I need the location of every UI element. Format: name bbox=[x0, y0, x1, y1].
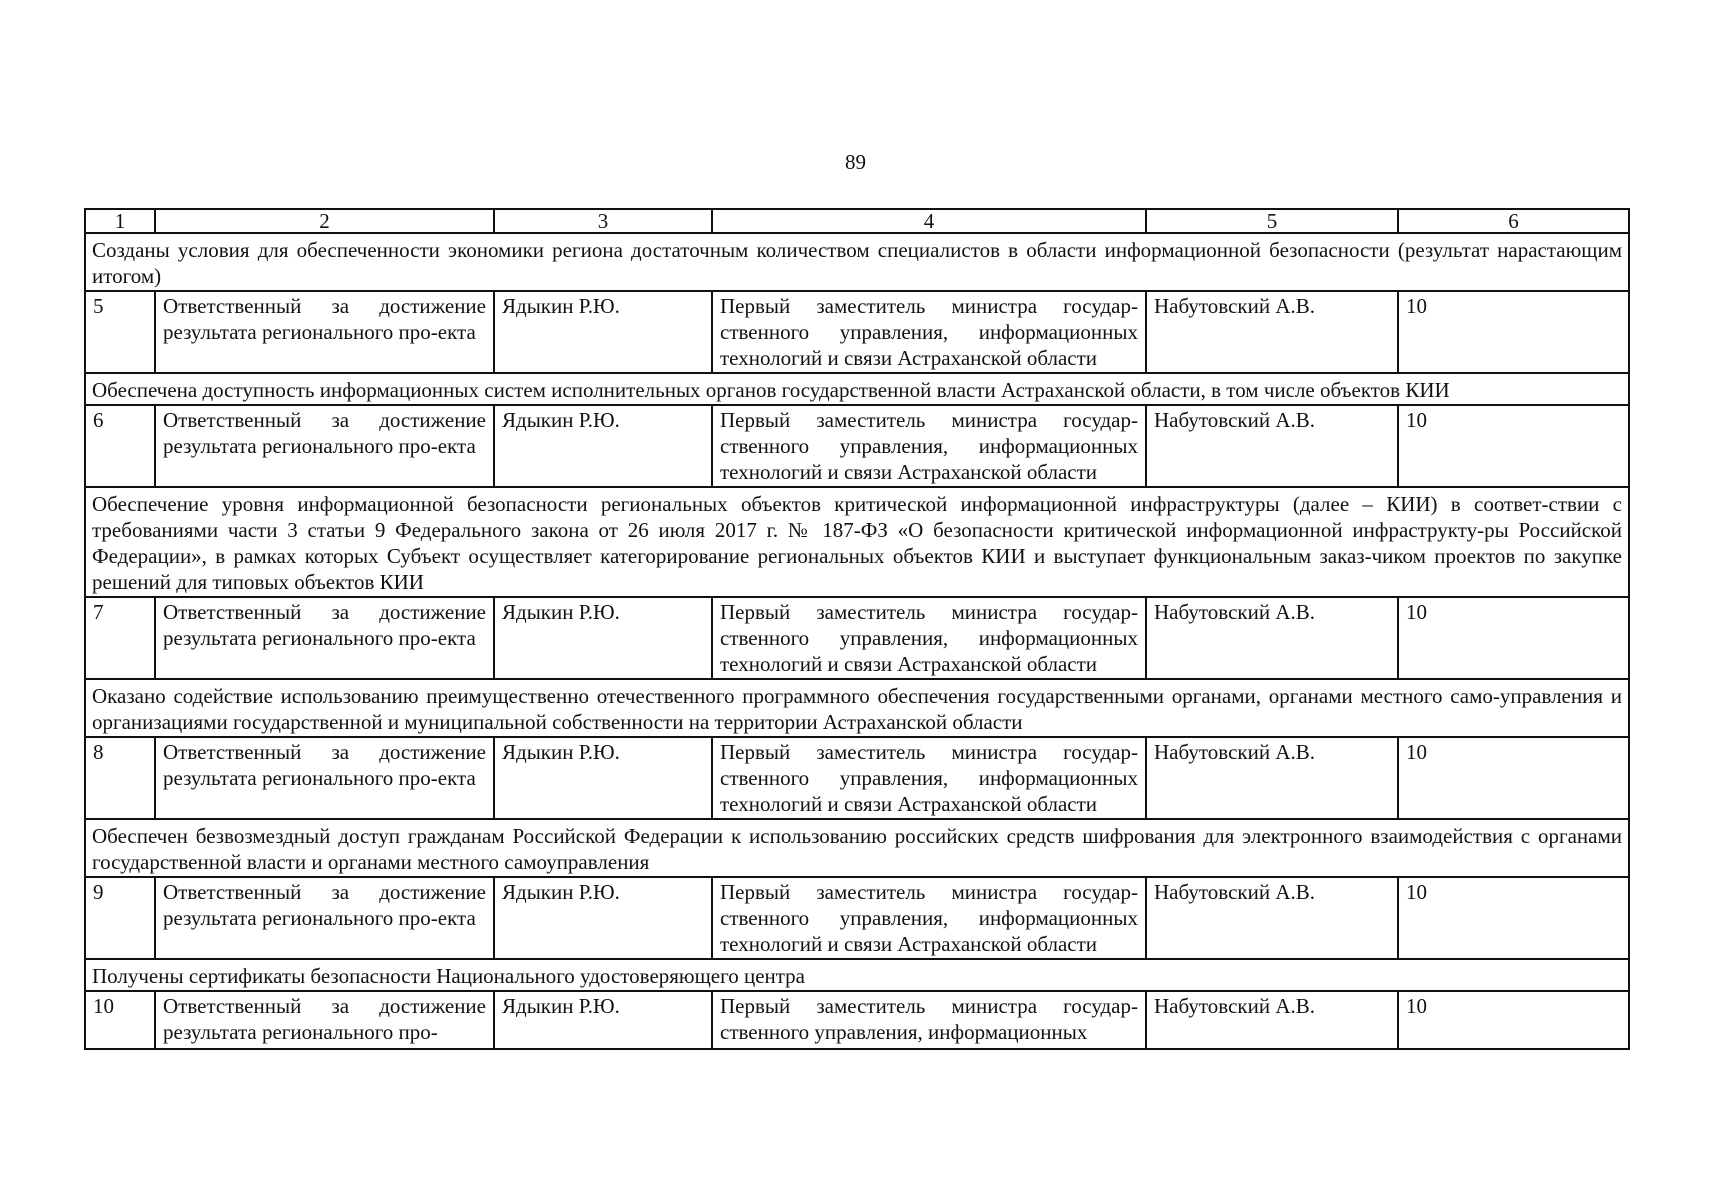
section-title: Оказано содействие использованию преимущественно отечественного программного обеспечения государственными органами, органами местного само-управления и организациями государственной и муниципальной собственности на территории Астраханской области bbox=[85, 679, 1629, 737]
row-number: 9 bbox=[85, 877, 155, 959]
section-row bbox=[85, 233, 1629, 291]
load-cell: 10 bbox=[1398, 737, 1629, 819]
section-row bbox=[85, 959, 1629, 991]
column-number: 5 bbox=[1146, 209, 1398, 233]
column-number: 3 bbox=[494, 209, 712, 233]
section-row bbox=[85, 373, 1629, 405]
role-text: Ответственный за достижение результата регионального про- bbox=[163, 994, 486, 1044]
load-cell: 10 bbox=[1398, 597, 1629, 679]
section-title: Обеспечен безвозмездный доступ гражданам Российской Федерации к использованию российских средств шифрования для электронного взаимодействия с органами государственной власти и органами местного самоуправления bbox=[85, 819, 1629, 877]
person-cell: Ядыкин Р.Ю. bbox=[494, 597, 712, 679]
table-row bbox=[85, 597, 1629, 679]
person-cell: Ядыкин Р.Ю. bbox=[494, 877, 712, 959]
row-number: 8 bbox=[85, 737, 155, 819]
column-number: 1 bbox=[85, 209, 155, 233]
load-cell: 10 bbox=[1398, 405, 1629, 487]
load-cell: 10 bbox=[1398, 991, 1629, 1049]
section-title: Созданы условия для обеспеченности экономики региона достаточным количеством специалистов в области информационной безопасности (результат нарастающим итогом) bbox=[85, 233, 1629, 291]
table-row bbox=[85, 405, 1629, 487]
section-title: Обеспечение уровня информационной безопасности региональных объектов критической информационной инфраструктуры (далее – КИИ) в соответ-ствии с требованиями части 3 статьи 9 Федерального закона от 26 июля 2017 г. № 187-ФЗ «О безопасности критической информационной инфраструкту-ры Российской Федерации», в рамках которых Субъект осуществляет категорирование региональных объектов КИИ и выступает функциональным заказ-чиком проектов по закупке решений для типовых объектов КИИ bbox=[85, 487, 1629, 597]
role-cell: Ответственный за достижение результата регионального про-екта bbox=[155, 737, 494, 819]
table-row bbox=[85, 291, 1629, 373]
person-cell: Ядыкин Р.Ю. bbox=[494, 291, 712, 373]
role-cell bbox=[155, 991, 494, 1049]
section-row bbox=[85, 487, 1629, 597]
supervisor-cell: Набутовский А.В. bbox=[1146, 991, 1398, 1049]
position-cell: Первый заместитель министра государ-ственного управления, информационных технологий и связи Астраханской области bbox=[712, 737, 1146, 819]
position-cell: Первый заместитель министра государ-ственного управления, информационных технологий и связи Астраханской области bbox=[712, 291, 1146, 373]
supervisor-cell: Набутовский А.В. bbox=[1146, 737, 1398, 819]
row-number: 10 bbox=[85, 991, 155, 1049]
section-title: Обеспечена доступность информационных систем исполнительных органов государственной власти Астраханской области, в том числе объектов КИИ bbox=[85, 373, 1629, 405]
page-number: 89 bbox=[845, 150, 866, 174]
row-number: 6 bbox=[85, 405, 155, 487]
row-number: 7 bbox=[85, 597, 155, 679]
table-row bbox=[85, 877, 1629, 959]
person-cell: Ядыкин Р.Ю. bbox=[494, 991, 712, 1049]
position-text: Первый заместитель министра государ-ственного управления, информационных bbox=[720, 994, 1138, 1044]
section-row bbox=[85, 679, 1629, 737]
column-number: 4 bbox=[712, 209, 1146, 233]
table-row bbox=[85, 737, 1629, 819]
load-cell: 10 bbox=[1398, 877, 1629, 959]
person-cell: Ядыкин Р.Ю. bbox=[494, 405, 712, 487]
table-row bbox=[85, 991, 1629, 1049]
section-row bbox=[85, 819, 1629, 877]
row-number: 5 bbox=[85, 291, 155, 373]
supervisor-cell: Набутовский А.В. bbox=[1146, 597, 1398, 679]
section-title: Получены сертификаты безопасности Национального удостоверяющего центра bbox=[85, 959, 1629, 991]
column-number-row bbox=[85, 209, 1629, 233]
supervisor-cell: Набутовский А.В. bbox=[1146, 877, 1398, 959]
role-cell: Ответственный за достижение результата регионального про-екта bbox=[155, 405, 494, 487]
person-cell: Ядыкин Р.Ю. bbox=[494, 737, 712, 819]
position-cell bbox=[712, 991, 1146, 1049]
column-number: 6 bbox=[1398, 209, 1629, 233]
role-cell: Ответственный за достижение результата регионального про-екта bbox=[155, 597, 494, 679]
load-cell: 10 bbox=[1398, 291, 1629, 373]
column-number: 2 bbox=[155, 209, 494, 233]
supervisor-cell: Набутовский А.В. bbox=[1146, 291, 1398, 373]
position-cell: Первый заместитель министра государ-ственного управления, информационных технологий и связи Астраханской области bbox=[712, 877, 1146, 959]
responsibility-table bbox=[84, 208, 1630, 1050]
supervisor-cell: Набутовский А.В. bbox=[1146, 405, 1398, 487]
position-cell: Первый заместитель министра государ-ственного управления, информационных технологий и связи Астраханской области bbox=[712, 405, 1146, 487]
role-cell: Ответственный за достижение результата регионального про-екта bbox=[155, 291, 494, 373]
position-cell: Первый заместитель министра государ-ственного управления, информационных технологий и связи Астраханской области bbox=[712, 597, 1146, 679]
role-cell: Ответственный за достижение результата регионального про-екта bbox=[155, 877, 494, 959]
